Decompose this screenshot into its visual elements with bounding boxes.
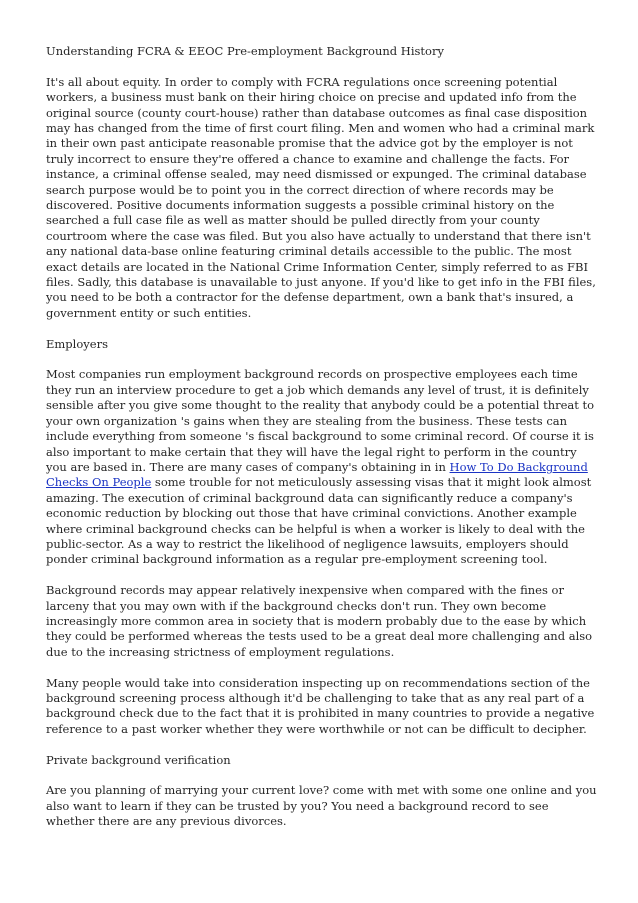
employers-paragraph <box>46 367 598 567</box>
document-body <box>46 44 598 845</box>
private-heading: Private background verification <box>46 752 231 767</box>
references-paragraph: Many people would take into consideration inspecting up on recommendations section of the background screening process although it'd be challenging to take that as any real part of a background check due to the fact that it is prohibited in many countries to provide a negative reference to a past worker whether they were worthwhile or not can be difficult to decipher. <box>46 675 595 736</box>
intro-paragraph: It's all about equity. In order to comply with FCRA regulations once screening potential workers, a business must bank on their hiring choice on precise and updated info from the original source (county court-house) rather than database outcomes as final case disposition may has changed from the time of first court filing. Men and women who had a criminal mark in their own past anticipate reasonable promise that the advice got by the employer is not truly incorrect to ensure they're offered a chance to examine and challenge the facts. For instance, a criminal offense sealed, may need dismissed or expunged. The criminal database search purpose would be to point you in the correct direction of where records may be discovered. Positive documents information suggests a possible criminal history on the searched a full case file as well as matter should be pulled directly from your county courtroom where the case was filed. But you also have actually to understand that there isn't any national data-base online featuring criminal details accessible to the public. The most exact details are located in the National Crime Information Center, simply referred to as FBI files. Sadly, this database is unavailable to just anyone. If you'd like to get info in the FBI files, you need to be both a contractor for the defense department, own a bank that's insured, a government entity or such entities. <box>46 74 596 320</box>
employers-text-before-link: Most companies run employment background records on prospective employees each time they run an interview procedure to get a job which demands any level of trust, it is definitely sensible after you give some thought to the reality that anybody could be a potential threat to your own organization 's gains when they are stealing from the business. These tests can include everything from someone 's fiscal background to some criminal record. Of course it is also important to make certain that they will have the legal right to perform in the country you are based in. There are many cases of company's obtaining in in <box>46 367 595 474</box>
employers-heading: Employers <box>46 336 108 351</box>
employers-text-after-link: some trouble for not meticulously assessing visas that it might look almost amazing. The execution of criminal background data can significantly reduce a company's economic reduction by blocking out those that have criminal convictions. Another example where criminal background checks can be helpful is when a worker is likely to deal with the public-sector. As a way to restrict the likelihood of negligence lawsuits, employers should ponder criminal background information as a regular pre-employment screening tool. <box>46 475 592 567</box>
background-checks-link[interactable]: How To Do Background Checks On People <box>46 459 588 490</box>
costs-paragraph: Background records may appear relatively inexpensive when compared with the fines or larceny that you may own with if the background checks don't run. They own become increasingly more common area in society that is modern probably due to the ease by which they could be performed whereas the tests used to be a great deal more challenging and also due to the increasing strictness of employment regulations. <box>46 583 593 659</box>
private-paragraph: Are you planning of marrying your current love? come with met with some one online and you also want to learn if they can be trusted by you? You need a background record to see whether there are any previous divorces. <box>46 783 597 829</box>
document-title: Understanding FCRA & EEOC Pre-employment Background History <box>46 44 444 58</box>
